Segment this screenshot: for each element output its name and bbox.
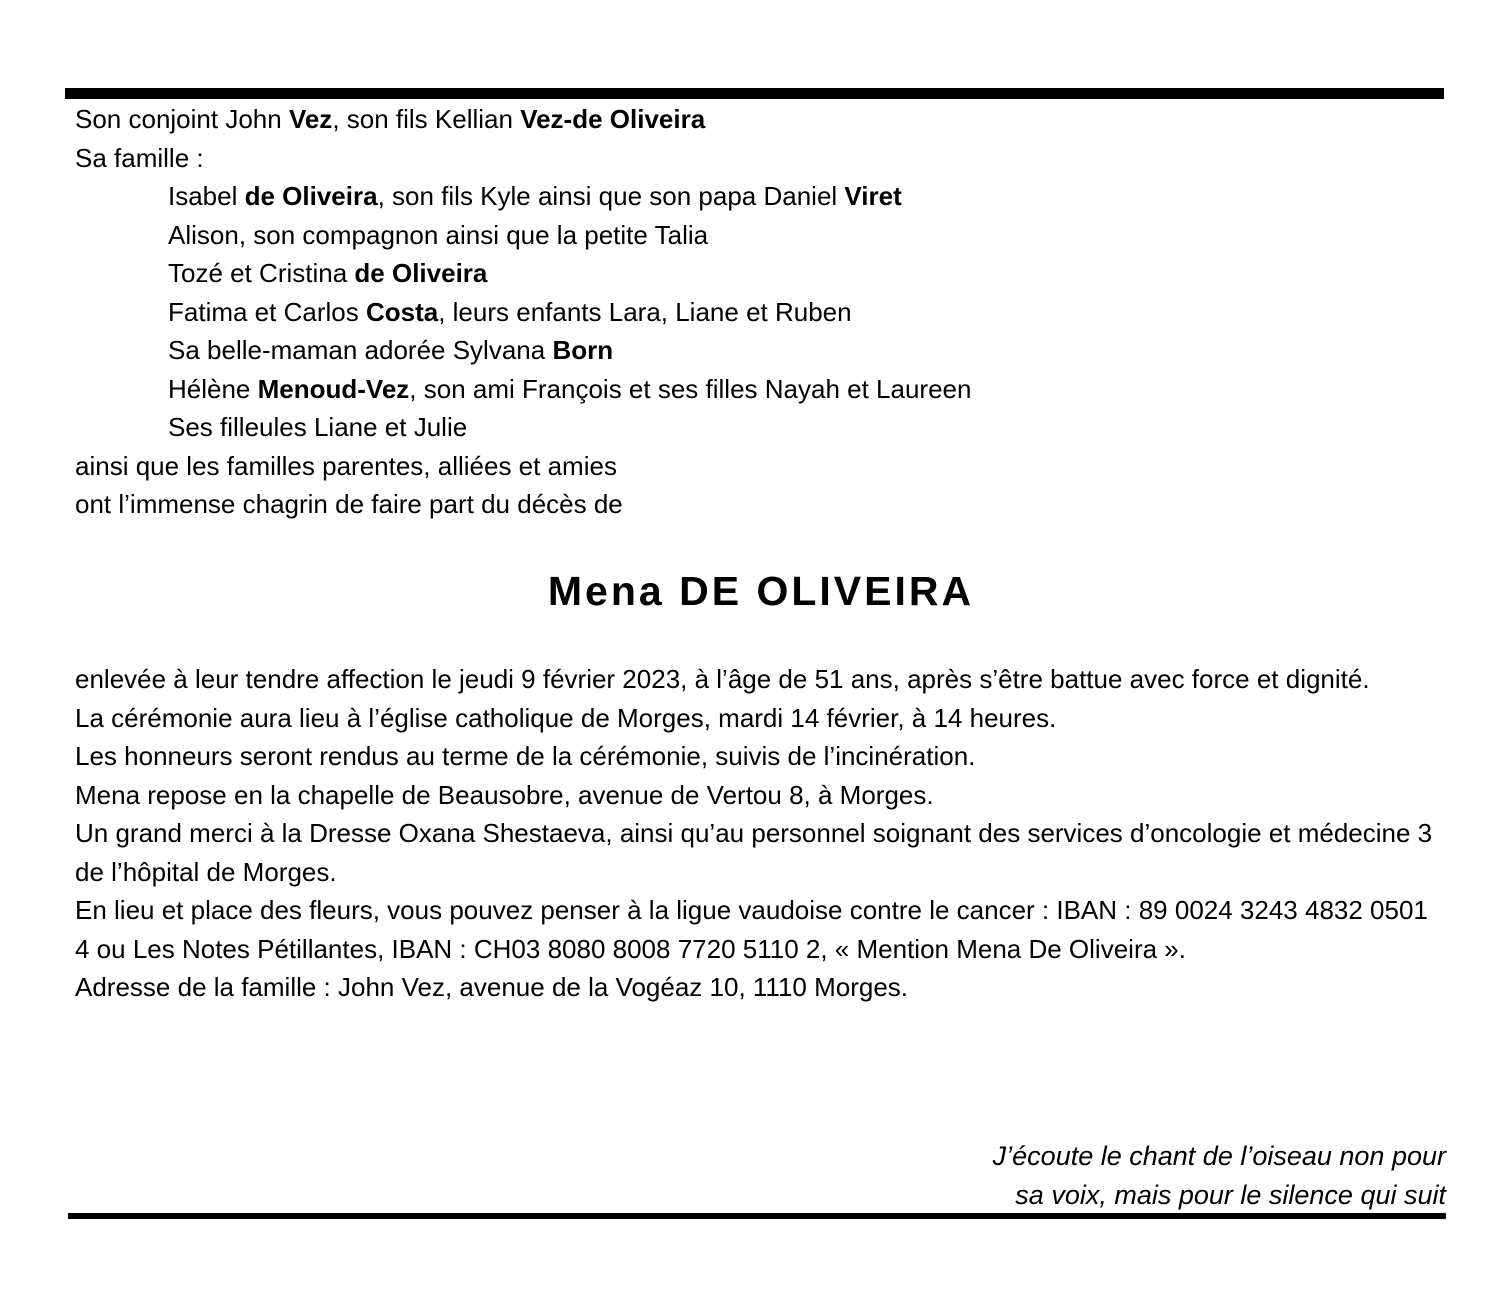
body-paragraphs (75, 660, 1447, 1007)
body-paragraph: enlevée à leur tendre affection le jeudi 9 février 2023, à l’âge de 51 ans, après s’être battue avec force et dignité. (75, 664, 1370, 694)
intro-line (75, 100, 1447, 139)
top-rule (65, 88, 1444, 99)
surname-bold-text: de Oliveira (244, 181, 378, 211)
intro-line (75, 485, 1447, 524)
intro-text: ainsi que les familles parentes, alliées et amies (75, 450, 617, 481)
intro-text: Tozé et Cristina (168, 258, 355, 288)
body-paragraph: En lieu et place des fleurs, vous pouvez penser à la ligue vaudoise contre le cancer : IBAN : 89 0024 3243 4832 0501 4 ou Les Notes Pétillantes, IBAN : CH03 8080 8008 7720 5110 2, « Mention Mena De Oliveira ». (75, 895, 1428, 964)
intro-text: ont l’immense chagrin de faire part du décès de (75, 489, 623, 519)
intro-text: Son conjoint John (75, 104, 289, 134)
closing-quote (446, 1137, 1446, 1214)
intro-line (75, 254, 1447, 293)
body-paragraph: Mena repose en la chapelle de Beausobre, avenue de Vertou 8, à Morges. (75, 779, 934, 810)
intro-text: , leurs enfants Lara, Liane et Ruben (438, 296, 852, 327)
intro-line (75, 447, 1447, 486)
intro-text: Sa famille : (75, 142, 204, 173)
body-paragraph: Un grand merci à la Dresse Oxana Shestaeva, ainsi qu’au personnel soignant des services d’oncologie et médecine 3 de l’hôpital de Morges. (75, 818, 1433, 887)
intro-line (75, 370, 1447, 409)
body-paragraph: La cérémonie aura lieu à l’église catholique de Morges, mardi 14 février, à 14 heures. (75, 702, 1057, 733)
intro-text: Isabel (168, 181, 245, 211)
surname-bold-text: Born (552, 335, 614, 365)
intro-text: Sa belle-maman adorée Sylvana (168, 335, 553, 365)
quote-line: J’écoute le chant de l’oiseau non pour (992, 1141, 1446, 1171)
bottom-rule (68, 1213, 1446, 1219)
surname-bold-text: Costa (365, 296, 439, 327)
intro-lines (75, 100, 1447, 524)
intro-text: , son ami François et ses filles Nayah et Laureen (409, 373, 972, 404)
intro-line (75, 216, 1447, 255)
intro-line (75, 293, 1447, 332)
intro-text: , son fils Kyle ainsi que son papa Daniel (377, 181, 845, 211)
surname-bold-text: Vez (288, 104, 333, 134)
intro-line (75, 177, 1447, 216)
surname-bold-text: Menoud-Vez (257, 373, 410, 404)
intro-line (75, 408, 1447, 447)
deceased-name-title: Mena DE OLIVEIRA (547, 568, 975, 614)
intro-line (75, 139, 1447, 178)
surname-bold-text: Viret (844, 181, 902, 211)
surname-bold-text: de Oliveira (354, 258, 488, 288)
intro-text: Fatima et Carlos (168, 296, 366, 327)
intro-line (75, 331, 1447, 370)
quote-line: sa voix, mais pour le silence qui suit (1015, 1179, 1446, 1210)
surname-bold-text: Vez-de Oliveira (520, 104, 706, 134)
intro-text: Alison, son compagnon ainsi que la petite Talia (168, 219, 709, 250)
intro-text: Ses filleules Liane et Julie (168, 412, 468, 442)
intro-text: , son fils Kellian (332, 104, 521, 134)
intro-text: Hélène (168, 373, 258, 404)
body-paragraph: Les honneurs seront rendus au terme de la cérémonie, suivis de l’incinération. (75, 741, 976, 771)
body-paragraph: Adresse de la famille : John Vez, avenue de la Vogéaz 10, 1110 Morges. (75, 972, 909, 1002)
